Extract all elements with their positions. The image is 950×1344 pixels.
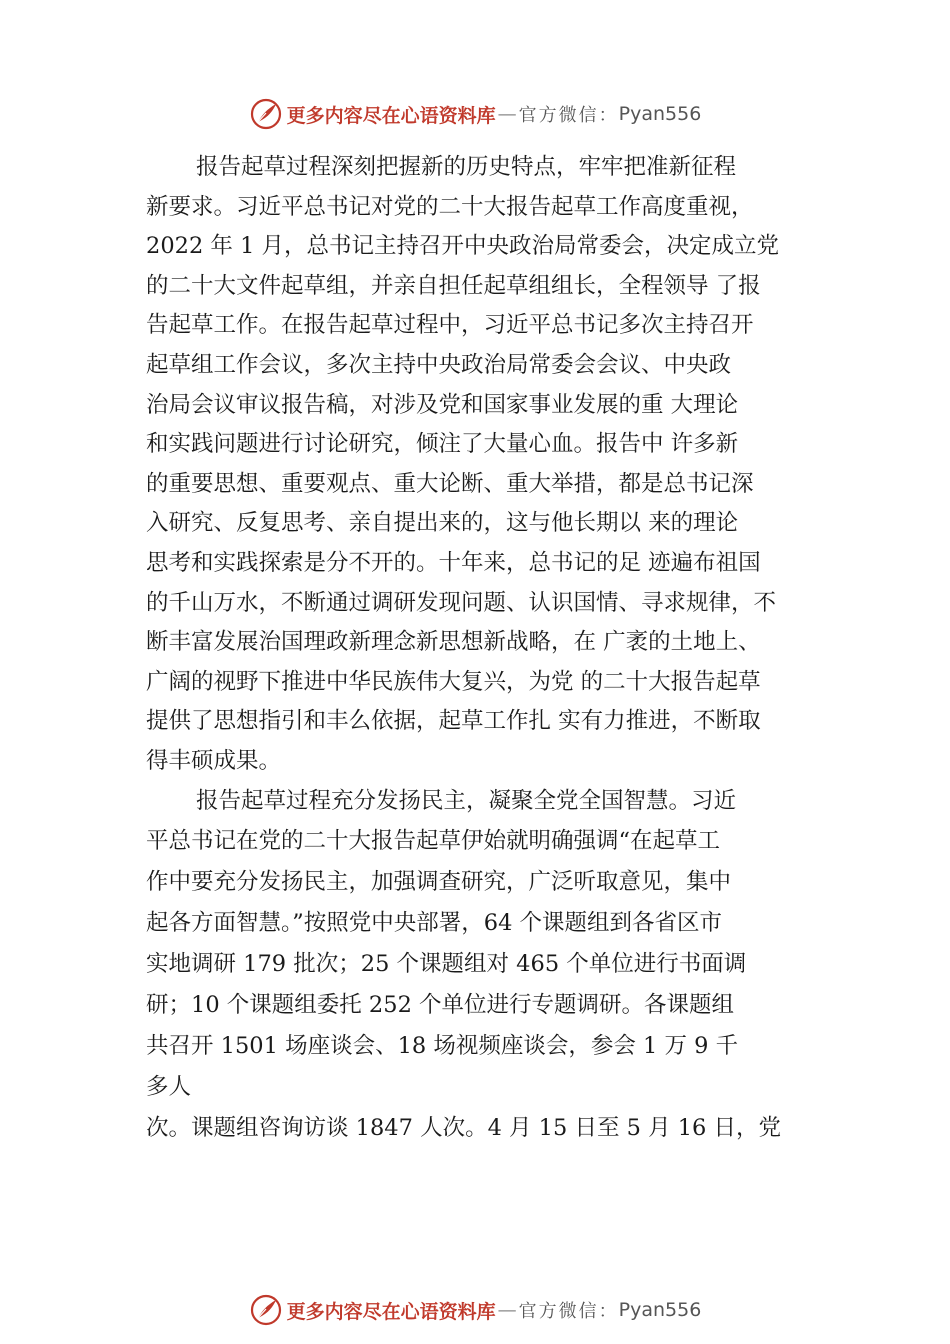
text-line: 治局会议审议报告稿，对涉及党和国家事业发展的重 大理论: [146, 391, 739, 418]
footer-banner: [0, 1290, 950, 1330]
text-line: 提供了思想指引和丰么依据，起草工作扎 实有力推进，不断取: [146, 708, 761, 735]
banner-label: 官方微信：: [518, 105, 619, 126]
banner-text: [287, 1297, 702, 1324]
text-line: 起草组工作会议，多次主持中央政治局常委会会议、中央政: [146, 351, 732, 378]
quill-pen-logo-icon: [249, 1293, 283, 1327]
banner-brand: 更多内容尽在心语资料库: [286, 104, 496, 127]
banner-account: Pyan556: [618, 1299, 702, 1321]
text-line: 入研究、反复思考、亲自提出来的，这与他长期以 来的理论: [146, 510, 739, 537]
text-line: 新要求。习近平总书记对党的二十大报告起草工作高度重视，: [146, 193, 754, 220]
text-line: 断丰富发展治国理政新理念新思想新战略，在 广袤的土地上、: [146, 629, 761, 656]
text-line: 的二十大文件起草组，并亲自担任起草组组长，全程领导 了报: [146, 272, 761, 299]
text-line: 多人: [146, 1074, 192, 1101]
document-body: [146, 148, 836, 1149]
text-line: 得丰硕成果。: [146, 747, 282, 774]
text-line: 的重要思想、重要观点、重大论断、重大举措，都是总书记深: [146, 470, 754, 497]
paragraph-2: [146, 782, 836, 1150]
text-line: 告起草工作。在报告起草过程中，习近平总书记多次主持召开: [146, 312, 754, 339]
banner-separator: —: [497, 1299, 517, 1321]
text-line: 思考和实践探索是分不开的。十年来，总书记的足 迹遍布祖国: [146, 549, 761, 576]
text-line: 平总书记在党的二十大报告起草伊始就明确强调“在起草工: [146, 828, 721, 855]
text-line: 作中要充分发扬民主，加强调查研究，广泛听取意见，集中: [146, 869, 732, 896]
text-line: 次。课题组咨询访谈 1847 人次。4 月 15 日至 5 月 16 日，党: [146, 1115, 782, 1142]
paragraph-1: [146, 148, 836, 782]
text-line: 和实践问题进行讨论研究，倾注了大量心血。报告中 许多新: [146, 431, 739, 458]
banner-account: Pyan556: [618, 103, 702, 125]
quill-pen-logo-icon: [249, 97, 283, 131]
text-line: 的千山万水，不断通过调研发现问题、认识国情、寻求规律，不: [146, 589, 777, 616]
banner-brand: 更多内容尽在心语资料库: [286, 1300, 496, 1323]
banner-label: 官方微信：: [518, 1301, 619, 1322]
banner-separator: —: [497, 103, 517, 125]
text-line: 共召开 1501 场座谈会、18 场视频座谈会，参会 1 万 9 千: [146, 1033, 739, 1060]
text-line: 起各方面智慧。”按照党中央部署，64 个课题组到各省区市: [146, 910, 723, 937]
text-line: 报告起草过程充分发扬民主，凝聚全党全国智慧。习近: [196, 787, 737, 814]
text-line: 实地调研 179 批次；25 个课题组对 465 个单位进行书面调: [146, 951, 747, 978]
header-banner: [0, 94, 950, 134]
banner-text: [287, 101, 702, 128]
text-line: 2022 年 1 月，总书记主持召开中央政治局常委会，决定成立党: [146, 233, 780, 260]
text-line: 报告起草过程深刻把握新的历史特点，牢牢把准新征程: [196, 154, 737, 180]
text-line: 研；10 个课题组委托 252 个单位进行专题调研。各课题组: [146, 992, 735, 1019]
text-line: 广阔的视野下推进中华民族伟大复兴，为党 的二十大报告起草: [146, 668, 761, 695]
